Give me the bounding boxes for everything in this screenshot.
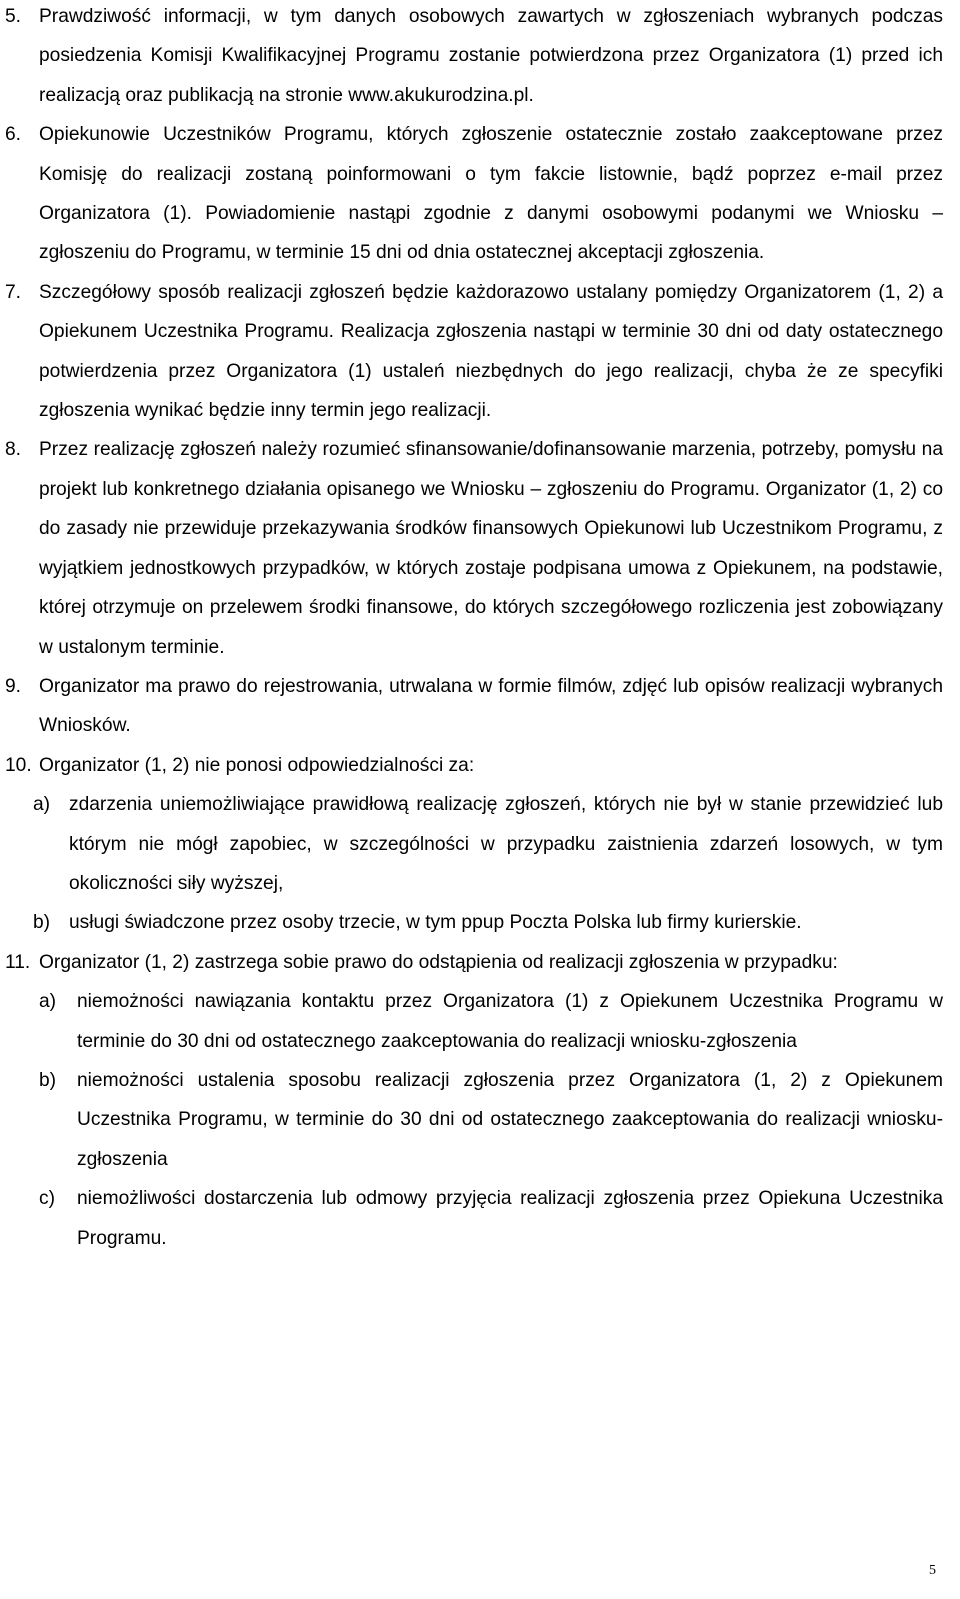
subitem-label: c)	[39, 1188, 55, 1210]
item-10-sublist	[4, 785, 943, 943]
item-10-a	[4, 785, 943, 903]
item-10	[5, 746, 943, 785]
item-10-b	[4, 903, 943, 942]
subitem-text: niemożności nawiązania kontaktu przez Organizatora (1) z Opiekunem Uczestnika Programu w terminie do 30 dni od ostatecznego zaakceptowania do realizacji wniosku-zgłoszenia	[77, 991, 943, 1052]
item-number: 10.	[5, 754, 32, 776]
subitem-text: zdarzenia uniemożliwiające prawidłową realizację zgłoszeń, których nie był w stanie przewidzieć lub którym nie mógł zapobiec, w szczególności w przypadku zaistnienia zdarzeń losowych, w tym okoliczności siły wyższej,	[69, 794, 943, 894]
item-11-b	[5, 1061, 943, 1179]
item-text: Przez realizację zgłoszeń należy rozumieć sfinansowanie/dofinansowanie marzenia, potrzeby, pomysłu na projekt lub konkretnego działania opisanego we Wniosku – zgłoszeniu do Programu. Organizator (1, 2) co do zasady nie przewiduje przekazywania środków finansowych Opiekunowi lub Uczestnikom Programu, z wyjątkiem jednostkowych przypadków, w których zostaje podpisana umowa z Opiekunem, na podstawie, której otrzymuje on przelewem środki finansowe, do których szczegółowego rozliczenia jest zobowiązany w ustalonym terminie.	[39, 439, 943, 658]
item-number: 6.	[5, 124, 22, 146]
item-11-a	[5, 982, 943, 1061]
subitem-text: niemożności ustalenia sposobu realizacji zgłoszenia przez Organizatora (1, 2) z Opiekunem Uczestnika Programu, w terminie do 30 dni od ostatecznego zaakceptowania do realizacji wniosku-zgłoszenia	[77, 1069, 943, 1170]
item-number: 5.	[5, 6, 22, 27]
subitem-label: a)	[33, 794, 51, 816]
item-number: 8.	[5, 439, 22, 461]
item-6	[5, 115, 943, 273]
item-7	[5, 273, 943, 431]
page-number: 5	[929, 1563, 936, 1578]
subitem-label: a)	[39, 991, 57, 1013]
item-8	[5, 430, 943, 666]
item-text: Organizator ma prawo do rejestrowania, utrwalana w formie filmów, zdjęć lub opisów realizacji wybranych Wniosków.	[39, 675, 943, 737]
item-text: Organizator (1, 2) nie ponosi odpowiedzialności za:	[39, 754, 475, 776]
item-11	[5, 943, 943, 982]
subitem-label: b)	[33, 912, 51, 934]
item-5	[5, 0, 943, 115]
item-11-c	[5, 1179, 943, 1258]
subitem-text: niemożliwości dostarczenia lub odmowy przyjęcia realizacji zgłoszenia przez Opiekuna Uczestnika Programu.	[77, 1188, 943, 1249]
item-text: Opiekunowie Uczestników Programu, których zgłoszenie ostatecznie zostało zaakceptowane przez Komisję do realizacji zostaną poinformowani o tym fakcie listownie, bądź poprzez e-mail przez Organizatora (1). Powiadomienie nastąpi zgodnie z danymi osobowymi podanymi we Wniosku – zgłoszeniu do Programu, w terminie 15 dni od dnia ostatecznej akceptacji zgłoszenia.	[39, 124, 943, 264]
item-text: Szczegółowy sposób realizacji zgłoszeń będzie każdorazowo ustalany pomiędzy Organizatorem (1, 2) a Opiekunem Uczestnika Programu. Realizacja zgłoszenia nastąpi w terminie 30 dni od daty ostatecznego potwierdzenia przez Organizatora (1) ustaleń niezbędnych do jego realizacji, chyba że ze specyfiki zgłoszenia wynikać będzie inny termin jego realizacji.	[39, 281, 943, 422]
item-9	[5, 667, 943, 746]
item-number: 9.	[5, 675, 22, 697]
subitem-label: b)	[39, 1069, 57, 1091]
regulation-list	[5, 0, 943, 1258]
item-number: 7.	[5, 281, 22, 303]
item-11-sublist	[5, 982, 943, 1258]
subitem-text: usługi świadczone przez osoby trzecie, w tym ppup Poczta Polska lub firmy kurierskie.	[69, 912, 802, 934]
item-text: Organizator (1, 2) zastrzega sobie prawo do odstąpienia od realizacji zgłoszenia w przypadku:	[39, 951, 838, 973]
item-number: 11.	[5, 951, 31, 973]
item-text: Prawdziwość informacji, w tym danych osobowych zawartych w zgłoszeniach wybranych podczas posiedzenia Komisji Kwalifikacyjnej Programu zostanie potwierdzona przez Organizatora (1) przed ich realizacją oraz publikacją na stronie www.akukurodzina.pl.	[39, 6, 943, 106]
